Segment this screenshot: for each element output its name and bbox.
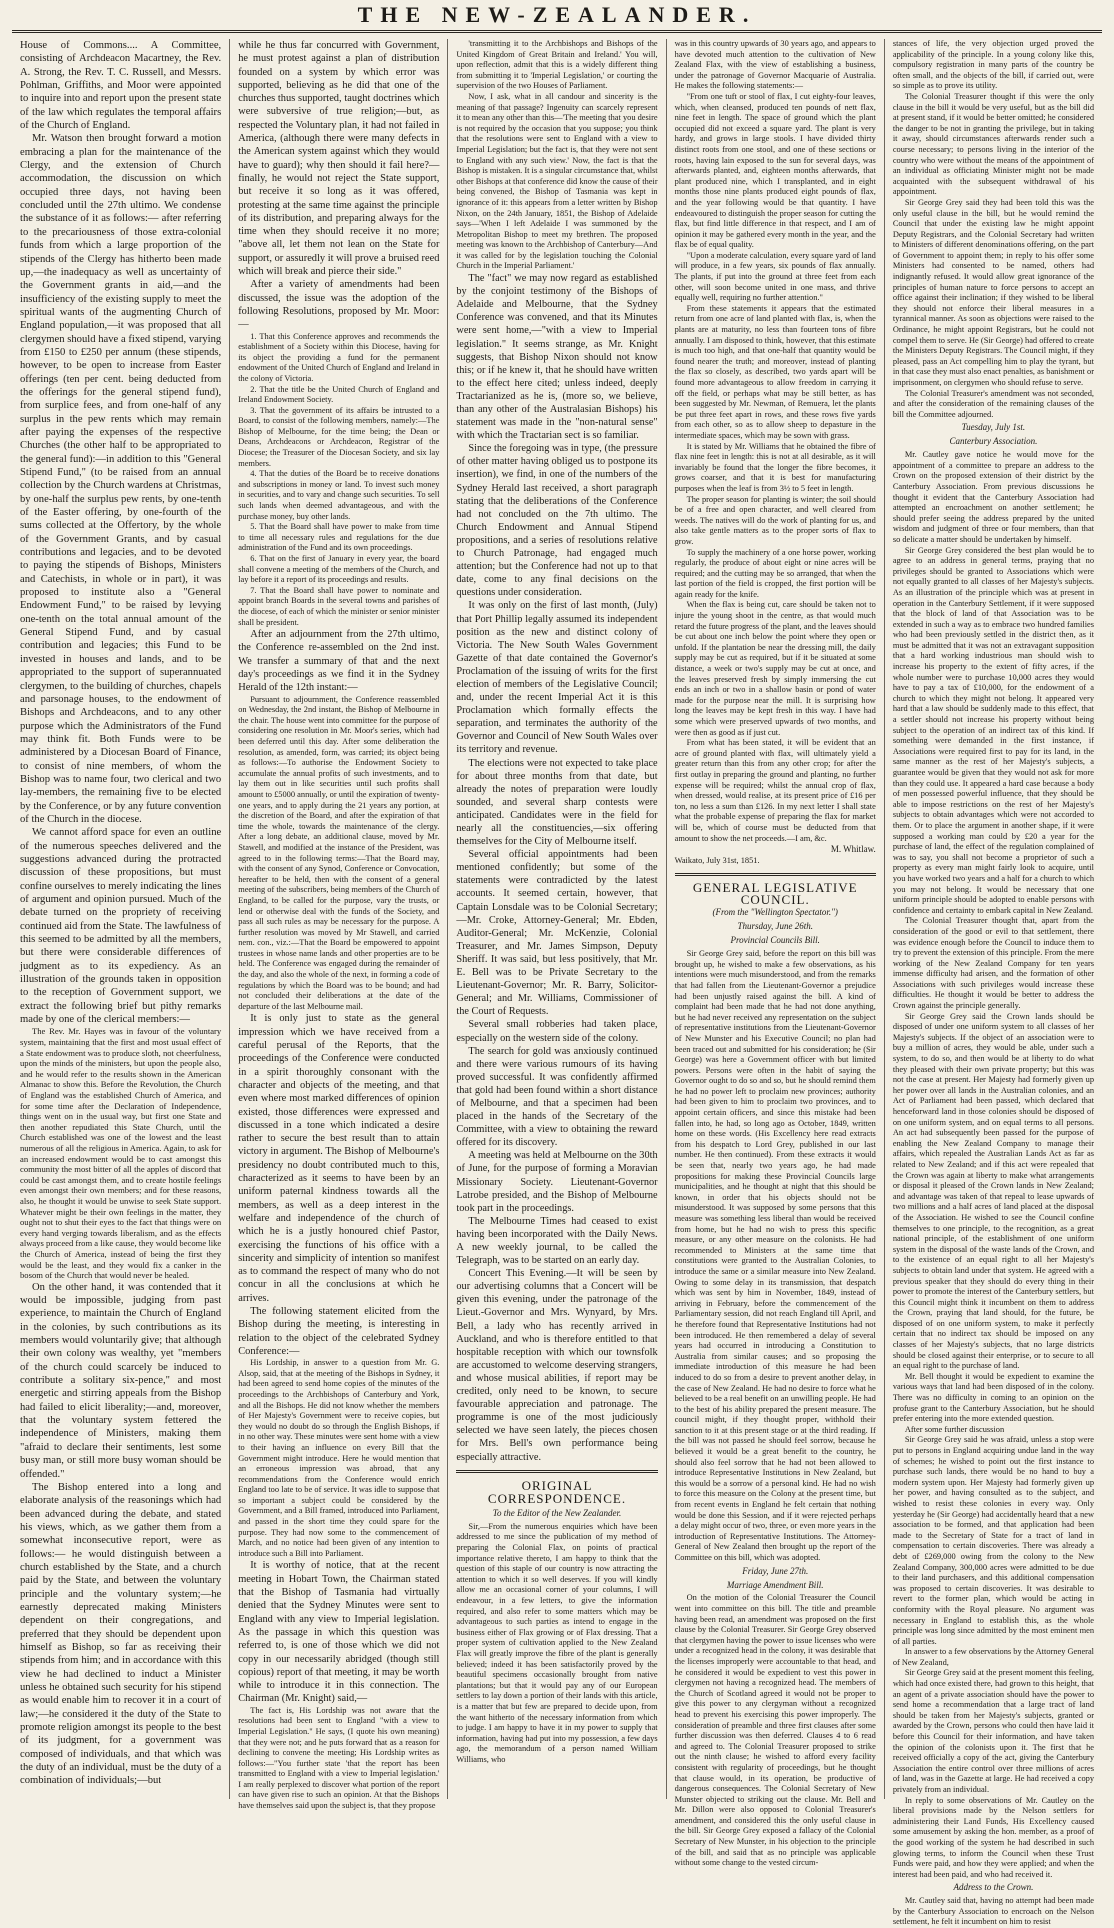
- article-paragraph: The Melbourne Times had ceased to exist having been incorporated with the Daily News. A new weekly journal, to be called the Telegraph, was to be started on an early day.: [456, 1215, 658, 1267]
- article-paragraph: while he thus far concurred with Government, he must protest against a plan of distribution founded on a system by which error was supported, believing as he did that one of the churches thus supported, taught doctrines which were subversive of true religion;—but, as respected the Voluntary plan, it had not failed in America, (although there were many defects in the American system against which they would have to guard); why then should it fail here?—finally, he would not reject the State support, but receive it so long as it was offered, protesting at the same time against the principle of its distribution, and preparing always for the time when they should receive it no more; "above all, let them not lean on the State for support, or assuredly it will prove a bruised reed which will break and pierce their side.": [238, 40, 440, 278]
- column-4: [666, 39, 884, 1868]
- masthead: [12, 0, 1102, 33]
- article-paragraph: We cannot afford space for even an outline of the numerous speeches delivered and the suggestions advanced during the protracted discussion of these propositions, but must confine ourselves to merely indicating the lines of argument and opinion pursued. Much of the debate turned on the propriety of receiving continued aid from the State. The lawfulness of this seemed to be admitted by all the members, but there were considerable differences of judgment as to its expediency. As an illustration of the grounds taken in opposition to the reception of Government support, we extract the following brief but pithy remarks made by one of the clerical members:—: [20, 827, 222, 1026]
- letter-body: Sir,—From the numerous enquiries which have been addressed to me since the publication of my method of preparing the Colonial Flax, on points of practical importance relative thereto, I am happy to think that the question of this staple of our country is now attracting the attention to which it so well deserves. If you will kindly allow me an occasional corner of your columns, I will endeavour, in a few letters, to give the information required, and also refer to some matters which may be advantageous to such parties as intend to engage in the business either of Flax growing or of Flax dressing. That a proper system of cultivation applied to the New Zealand Flax will greatly improve the fibre of the plant is generally believed; indeed it has been satisfactorily proved by the beautiful specimens occasionally brought from native plantations; but that it would pay any of our European settlers to lay down a portion of their lands with this article, is a matter that but few are prepared to decide upon, from the want hitherto of the necessary information from which to judge. I am happy to have it in my power to supply that information, having had put into my possession, a few days ago, the memorandum of a person named William Williams, who: [456, 1521, 658, 1764]
- correspondence-to: To the Editor of the New Zealander.: [492, 1507, 622, 1518]
- council-report: Sir George Grey said the Crown lands should be disposed of under one uniform system to all classes of her Majesty's subjects. If the object of an association were to buy a million of acres, they would be able, under such a system, to do so, and then would be at liberty to do what they pleased with their own private property; but this was not the case at present. Her Majesty had formerly given up her power over all lands in the Australian colonies, and an Act of Parliament had been passed, which declared that henceforward land in those colonies should be disposed of on one uniform system, and on equal terms to all persons. An act had subsequently been passed for the purpose of enabling the New Zealand Company to manage their affairs, which repealed the Australian Lands Act as far as related to New Zealand; and if this act were repealed that the Crown was again at liberty to make what arrangements or disposal it pleased of the Crown lands in New Zealand; and advantage was taken of that repeal to lease upwards of two millions and a half acres of land placed at the disposal of the Association. He wished to see the Council confine themselves to one principle, to the recognition, as a great national principle, of the establishment of one uniform system in the disposal of the waste lands of the Crown, and to the existence of an equal right to all her Majesty's subjects to obtain land under that system. He agreed with a previous speaker that they should do every thing in their power to promote the interest of the Canterbury settlers, but this Council might think it incumbent on them to address the Crown, praying that land should, for the future, be disposed of on one uniform system, to make it perfectly certain that no indirect tax should be imposed on any classes of her Majesty's subjects, that no large districts should be closed against their enterprise, or to secure to all an equal right to the purchase of land.: [892, 1011, 1095, 1371]
- article-paragraph: Mr. Watson then brought forward a motion embracing a plan for the maintenance of the Clergy, and the extension of Church accommodation, the discussion on which occupied three days, not having been concluded until the 27th ultimo. We condense the substance of it as follows:— after referring to the precariousness of those extra-colonial funds from which a large proportion of the stipends of the Clergy has hitherto been made up,—the inadequacy as well as uncertainty of the Government grants in aid,—and the insufficiency of the existing supply to meet the spiritual wants of the augmenting Church of England population,—it was proposed that all clergymen should have a fixed stipend, varying from £150 to £250 per annum (these stipends, however, to be open to increase from Easter offerings (ten per cent. being deducted from the offerings for the general stipend fund), from surplice fees, and from one-half of any surplus in the pew rents which may remain after paying the expenses of the respective Churches (the other half to be appropriated to the general fund):—in addition to this "General Stipend Fund," (to be raised from an annual collection by the Church wardens at Christmas, by one-half the surplus pew rents, by one-tenth of the Easter offering, by one-fourth of the sums collected at the Offertory, by the whole of the Government Grants, and by casual contributions and legacies, and to be devoted to paying the stipends of Bishops, Ministers and Catechists, in whole or in part), it was proposed to institute also a "General Endowment Fund," to be raised by levying one-tenth on the total annual amount of the General Stipend Fund, and by casual contribution and legacies; this Fund to be invested in houses and lands, and to be appropriated to the support of superannuated clergymen, to the building of churches, chapels and parsonage houses, to the endowment of Bishops and Archdeacons, and to any other purpose which the Administrators of the Fund may think fit. Both Funds were to be administered by a Diocesan Board of Finance, to consist of nine members, of whom the Bishop was to name four, two clerical and two lay-members, the remaining five to be elected by the Conference, or by any future convention of the Church in the diocese.: [20, 133, 222, 825]
- newspaper-title: THE NEW-ZEALANDER.: [357, 2, 757, 27]
- article-paragraph: The "fact" we may now regard as established by the conjoint testimony of the Bishops of Adelaide and Melbourne, that the Sydney Conference was convened, and that its Minutes were sent home,—"with a view to Imperial legislation." It seems strange, as Mr. Knight suggests, that Bishop Nixon should not know this; or if he knew it, that he should have written to the effect here cited; unless indeed, deeply Tractarianized as he is, (more so, we believe, than any other of the Australasian Bishops) his statement was made in the "non-natural sense" with which the Tractarian sect is so familiar.: [456, 273, 658, 442]
- resolution-item: 3. That the government of its affairs be intrusted to a Board, to consist of the following members, namely:—The Bishop of Melbourne, for the time being; the Dean or Deans, Archdeacons or Archdeacon, Registrar of the Diocese; the Treasurer of the Diocesan Society, and six lay members.: [238, 405, 440, 468]
- council-continued: The Colonial Treasurer thought if this were the only clause in the bill it would be very useful, but as the bill did at present stand, if it would be better omitted; he considered the danger to be not in granting the privilege, but in taking it away, should circumstances afterwards render such a course necessary; to persons living in the interior of the country who were without the means of the appointment of an individual as officiating Minister might not be made acquainted with the subsequent withdrawal of his appointment.: [892, 91, 1095, 197]
- article-paragraph: It was only on the first of last month, (July) that Port Phillip legally assumed its independent position as the new and distinct colony of Victoria. The New South Wales Government Gazette of that date contained the Governor's Proclamation of the issuing of writs for the first election of members of the Legislative Council; and, under the recent Imperial Act it is this Proclamation which formally effects the separation, and terminates the authority of the Governor and Council of New South Wales over its territory and revenue.: [456, 600, 658, 756]
- council-report: Sir George Grey considered the best plan would be to agree to an address in general terms, praying that no privileges should be granted to Associations which were not equally granted to all classes of her Majesty's subjects. As an illustration of the principle which was at present in operation in the Canterbury Settlement, if it were supposed that the block of land of that Association was to be extended in such a way as to embrace two hundred families who had been previously settled in the district then, as it must be admitted that it was not an extravagant supposition that a hard working industrious man should wish to increase his property to the extent of fifty acres, if the whole number were to purchase 10,000 acres they would have to pay a tax of £10,000, for the endowment of a church to which they might not belong. It appeared very hard that a law should be suddenly made to this effect, that a settler should not increase his property without being subject to the operation of an indirect tax of this kind. If something were demanded in the first instance, if Associations were required first to pay for its land, in the same manner as the rest of her Majesty's subjects, a guarantee would be given that they would not ask for more than they could use. It appeared a hard case because a body of men possessed powerful influence, that they should be able to impose restrictions on the rest of her Majesty's subjects to obtain advantages which were not accorded to them. Or to place the argument in another shape, if it were supposed a working man could by £20 a year for the purchase of land, the effect of the regulation complained of was to say, you shall not become a proprietor of such a property as every man might fairly look to acquire, until you have worked two years and a half for a church to which you may not belong. It would be necessary that one uniform principle should be adopted to enable persons with confidence and certainty to embark capital in New Zealand.: [892, 545, 1095, 915]
- article-paragraph: Concert This Evening.—It will be seen by our advertising columns that a Concert will be given this evening, under the patronage of the Lieut.-Governor and Mrs. Wynyard, by Mrs. Bell, a lady who has recently arrived in Auckland, and who is therefore entitled to that hospitable reception with which our townsfolk are accustomed to welcome deserving strangers, and whose musical abilities, if report may be credited, only need to be known, to secure favourable appreciation and patronage. The programme is one of the most judiciously selected we have seen lately, the pieces chosen for Mrs. Bell's own performance being especially attractive.: [456, 1268, 658, 1463]
- article-paragraph: Several small robberies had taken place, especially on the western side of the colony.: [456, 1019, 658, 1044]
- column-5: [884, 39, 1102, 1927]
- article-paragraph: House of Commons.... A Committee, consisting of Archdeacon Macartney, the Rev. A. Strong, the Rev. T. C. Russell, and Messrs. Pohlman, Griffiths, and Moor were appointed to inquire into and report upon the present state of the law which regulates the temporal affairs of the Church of England.: [20, 40, 222, 132]
- council-report: Sir George Grey said at the present moment this feeling, which had once existed there, had grown to this height, that an agent of a private association should have the power to send home a recommendation that a large tract of land should be taken from her Majesty's subjects, granted or awarded by the Crown, persons who could then have laid it before this Council for their information, and have taken the opinion of the colonists upon it. The first that he received officially a copy of the act, giving the Canterbury Association the entire control over three millions of acres of land, was in the Gazette at large. He had received a copy privately from an individual.: [892, 1668, 1095, 1794]
- resolution-item: 6. That on the first of January in every year, the board shall convene a meeting of the members of the Church, and lay before it a report of its proceedings and results.: [238, 554, 440, 585]
- article-paragraph: It is worthy of notice, that at the recent meeting in Hobart Town, the Chairman stated that the Bishop of Tasmania had virtually denied that the Sydney Minutes were sent to England with any view to Imperial legislation. As the passage in which this question was referred to, is one of those which we did not copy in our necessarily abridged (though still copious) report of that meeting, it may be worth while to introduce it in this connection. The Chairman (Mr. Knight) said,—: [238, 1560, 440, 1705]
- council-continued: Sir George Grey said they had been told this was the only useful clause in the bill, but he would remind the Council that under the existing law he might appoint Deputy Registrars, and the Colonial Secretary had written to Ministers of different denominations offering, on the part of Government to appoint them; in reply to his offer some Ministers had consented to be named, others had indignantly refused. It would allow great ignorance of the principles of human nature to force persons to accept an office against their inclination; if they wished to be liberal they should not enforce their liberal measures in a tyrannical manner. As soon as objections were raised to the Ordinance, he might appoint Registrars, but he could not compel them to serve. He (Sir George) had offered to create the Ministers Deputy Registrars. The Council might, if they pleased, pass an Act compelling him to play the tyrant, but in that case they must also enact penalties, as banishment or imprisonment, on clergymen who should refuse to serve.: [892, 197, 1095, 387]
- columns: [12, 39, 1102, 1927]
- resolution-item: 5. That the Board shall have power to make from time to time all necessary rules and regulations for the due administration of the Fund and its own proceedings.: [238, 522, 440, 553]
- council-source: (From the "Wellington Spectator."): [712, 907, 838, 918]
- council-report: Mr. Cautley gave notice he would move for the appointment of a committee to prepare an address to the Crown on the proposed extension of their district by the Canterbury Association. From previous discussions he thought it evident that the Canterbury Association had attempted an encroachment on another settlement; he should prefer seeing the address prepared by the united wisdom and judgment of three or four members, than that so delicate a matter should be undertaken by himself.: [892, 450, 1095, 544]
- column-2: [229, 39, 447, 1811]
- council-report: Mr. Cautley said that, having no attempt had been made by the Canterbury Association to encroach on the Nelson settlement, he felt it incumbent on him to resist: [892, 1896, 1095, 1927]
- letter-dateline: Waikato, July 31st, 1851.: [674, 856, 760, 866]
- column-3: [447, 39, 665, 1799]
- quote-continued: Now, I ask, what in all candour and sincerity is the meaning of that passage? Ingenuity can scarcely represent it to mean any other than this—'The meeting that you desire is not required by the occasion that you suppose; you think that the resolutions were sent to England with a view to Imperial Legislation; but the fact is, that they were not sent to England with any such view.' Now, the fact is that the Bishop is mistaken. It is a singular circumstance that, whilst other Bishops at that conference did know the cause of their being convened, the Bishop of Tasmania was kept in ignorance of it: this appears from a letter written by Bishop Nixon, on the 24th January, 1851, the Bishop of Adelaide says—'When I left Adelaide I was summoned by the Metropolitan Bishop to meet my brethren. The proposed meeting was known to the Archbishop of Canterbury—And it was called for by the legislation touching the Colonial Church in the Imperial Parliament.': [456, 91, 658, 271]
- letter-continued: To supply the machinery of a one horse power, working regularly, the produce of about eight or nine acres will be required; and the cutting may be so arranged, that when the last portion of the field is cropped, the first portion will be again ready for the knife.: [674, 547, 876, 599]
- article-paragraph: The following statement elicited from the Bishop during the meeting, is interesting in relation to the object of the celebrated Sydney Conference:—: [238, 1305, 440, 1357]
- article-paragraph: After a variety of amendments had been discussed, the issue was the adoption of the following Resolutions, proposed by Mr. Moor:—: [238, 279, 440, 331]
- council-bill: Provincial Councils Bill.: [730, 935, 820, 946]
- section-divider: [456, 1470, 657, 1473]
- letter-continued: "From one tuft or stool of flax, I cut eighty-four leaves, which, when cleansed, produced ten pounds of nett flax, nine feet in length. The space of ground which the plant occupied did not exceed a square yard. The plant is very hardy, and grows in large stools. I have divided thirty distinct roots from one stool, and one of these sections or roots, having lain exposed to the sun for several days, was afterwards planted, and, eighteen months afterwards, that plant produced nine, which I transplanted, and in eight months those nine plants produced eight pounds of flax, and the year following would be that quantity. I have endeavoured to distinguish the proper season for cutting the flax, but find little difference in that respect, and I am of opinion it may be gathered every month in the year, and the flax be of equal quality.: [674, 91, 876, 250]
- council-date: Friday, June 27th.: [742, 1565, 809, 1576]
- article-paragraph: A meeting was held at Melbourne on the 30th of June, for the purpose of forming a Moravian Missionary Society. Lieutenant-Governor Latrobe presided, and the Bishop of Melbourne took part in the proceedings.: [456, 1150, 658, 1214]
- article-paragraph: Several official appointments had been mentioned confidently; but some of the statements were contradicted by the latest accounts. It seemed certain, however, that Captain Lonsdale was to be Colonial Secretary;—Mr. Croke, Attorney-General; Mr. Ebden, Auditor-General; Mr. McKenzie, Colonial Treasurer, and Mr. James Simpson, Deputy Sheriff. It was said, but less positively, that Mr. E. Bell was to be Private Secretary to the Lieutenant-Governor; Mr. R. Barry, Solicitor-General; and Mr. Williams, Commissioner of the Court of Requests.: [456, 849, 658, 1018]
- letter-continued: "Upon a moderate calculation, every square yard of land will produce, in a few years, six pounds of flax annually. The plants, if put into the ground at three feet from each other, will soon become united in one mass, and thrive equally well, requiring no further attention.": [674, 250, 876, 303]
- article-paragraph: The search for gold was anxiously continued and there were various rumours of its having proved successful. It was confidently affirmed that gold had been found within a short distance of Melbourne, and that a specimen had been placed in the hands of the Secretary of the Committee, with a view to obtaining the reward offered for its discovery.: [456, 1045, 658, 1149]
- council-report: On the motion of the Colonial Treasurer the Council went into committee on this bill. The title and preamble having been read, an amendment was proposed on the first clause by the Colonial Treasurer. Sir George Grey observed that clergymen having the power to issue licenses who were under a recognized head in the colony, it was desirable that the licenses improperly were accountable to that head, and he considered it would be expedient to vest this power in clergymen not having a recognized head. The members of the Church of Scotland agreed it would not be proper to give this power to any clergyman without a recognized head to prevent his exercising this power improperly. The consideration of preamble and three first clauses after some further discussion was then deferred. Clauses 4 to 6 read and agreed to. The Colonial Treasurer proposed to strike out the ninth clause; he wished to afford every facility consistent with regularity of proceedings, but he thought that clause would, in its operation, be productive of dangerous consequences. The Colonial Secretary of New Munster objected to striking out the clause. Mr. Bell and Mr. Dillon were also opposed to Colonial Treasurer's amendment, and considered this the only useful clause in the bill. Sir George Grey exposed a fallacy of the Colonial Secretary of New Munster, in his objection to the principle of the bill, and said that as no principle was applicable without some change to the vested circum-: [674, 1593, 876, 1868]
- council-bill: Address to the Crown.: [953, 1882, 1034, 1893]
- resolution-item: 1. That this Conference approves and recommends the establishment of a Society within this Diocese, having for its object the providing a fund for the permanent endowment of the United Church of England and Ireland in the colony of Victoria.: [238, 331, 440, 383]
- letter-continued: When the flax is being cut, care should be taken not to injure the young shoot in the centre, as that would much retard the future progress of the plant, and the leaves should be cut about one inch below the point where they open or unfold. If the plantation be near the dressing mill, the daily supply may be cut as required, but if it be situated at some distance, a week or two's supply may be cut at once, and the leaves preserved fresh by simply immersing the cut ends an inch or two in a shallow basin or pond of water made for the purpose near the mill. It is surprising how long the leaves may be kept fresh in this way. I have had some which were preserved upwards of two months, and were then as good as if just cut.: [674, 600, 876, 737]
- council-date: Tuesday, July 1st.: [961, 422, 1026, 433]
- chairman-quote: The fact is, His Lordship was not aware that the resolutions had been sent to England "with a view to Imperial Legislation." He says, (I quote his own meaning) that they were not; and he puts forward that as a reason for declining to convene the meeting; His Lordship writes as follows:—"You further state 'that the report has been transmitted to England with a view to Imperial legislation.' I am really perplexed to discover what portion of the report can have given rise to such an opinion. At that the Bishops have themselves said upon the subject is, that they propose: [238, 1705, 440, 1811]
- correspondence-heading: ORIGINAL CORRESPONDENCE.: [487, 1477, 627, 1506]
- column-1: [12, 39, 229, 1799]
- section-divider: [675, 873, 876, 876]
- council-date: Thursday, June 26th.: [737, 921, 813, 932]
- council-report: In reply to some observations of Mr. Cautley on the liberal provisions made by the Nelson settlers for administering their Land Funds, His Excellency caused some amusement by asking the hon. member, as a proof of the good working of the system he had described in such glowing terms, to inform the Council when these Trust Funds were paid, and how they were applied; and when the interest had been paid, and who had received it.: [892, 1795, 1095, 1879]
- council-report: The Colonial Treasurer thought that, apart from the consideration of the good or evil to that settlement, there was evidence enough before the Council to induce them to try to prevent the extension of this principle. From the mere working of the New Zealand Company for ten years immense difficulty had arisen, and the formation of other Associations with such privileges would increase these difficulties. He thought it would be better to address the Crown against the principle generally.: [892, 916, 1095, 1011]
- letter-continued: It is stated by Mr. Williams that he obtained the fibre of flax nine feet in length: this is not at all desirable, as it will invariably be found that the longer the fibre becomes, it grows coarser, and that it is best for manufacturing purposes when the leaf is from 3½ to 5 feet in length.: [674, 441, 876, 493]
- council-bill: Canterbury Association.: [949, 436, 1038, 447]
- resolution-item: 2. That the title be the United Church of England and Ireland Endowment Society.: [238, 384, 440, 405]
- letter-continued: From what has been stated, it will be evident that an acre of ground planted with flax, will ultimately yield a greater return than this from any other crop; for after the first outlay in preparing the ground and planting, no further expense will be required; whilst the annual crop of flax, when dressed, would realise, at its present price of £16 per ton, no less a sum than £126. In my next letter I shall state what the probable expense of preparing the flax for market will be, which of course must be deducted from that amount to show the net proceeds.—I am, &c.: [674, 738, 876, 843]
- council-continued: stances of life, the very objection urged proved the applicability of the principle. In a young colony like this, compulsory registration in many parts of the country be often small, and the objects of the bill, if carried out, were so simple as to prove its utility.: [892, 39, 1095, 91]
- article-paragraph: It is only just to state as the general impression which we have received from a careful perusal of the Reports, that the proceedings of the Conference were conducted in a spirit thoroughly consonant with the character and objects of the meeting, and that even where most marked differences of opinion existed, those differences were expressed and discussed in a tone which indicated a desire rather to secure the best result than to attain victory in argument. The Bishop of Melbourne's presidency no doubt contributed much to this, characterized as it seems to have been by an uniform paternal kindness towards all the members, as well as a deep interest in the welfare and independence of the church of which he is a justly honoured chief Pastor, exercising the functions of his office with a sincerity and simplicity of intention so manifest as to command the respect of many who do not concur in all the conclusions at which he arrives.: [238, 1013, 440, 1304]
- council-report: In answer to a few observations by the Attorney General of New Zealand,: [892, 1647, 1095, 1667]
- council-report: Sir George Grey said he was afraid, unless a stop were put to persons in England acquiring undue land in the way of schemes; he wished to point out the first instance to purchase such lands, there would be no hand to buy a modern system upon. Her Majesty had formerly given up her power, and having consulted as to the subject, and wished to resist these colonies in every way. Only yesterday he (Sir George) had accidentally heard that a new association to be formed, and that application had been made to the Secretary of State for a tract of land in compensation to certain discoveries. There was already a debt of £269,000 owing from the colony to the New Zealand Company, 300,000 acres were admitted to be due to their land purchasers, and this additional compensation was proposed to certain discoveries. It was desirable to revert to the former plan, which would be acting in conformity with the Royal pleasure. No argument was necessary in England to establish this, as the whole principle was long since admitted by the most eminent men of all parties.: [892, 1435, 1095, 1646]
- council-report: After some further discussion: [904, 1424, 1005, 1434]
- council-report: Sir George Grey said, before the report on this bill was brought up, he wished to make a few observations, as his intentions were much misunderstood, and from the remarks that had fallen from the Lieutenant-Governor a prejudice had been unjustly raised against the bill. A kind of complaint had been made that he had not done anything, but he had never received any representation on the subject of representative institutions from the Lieutenant-Governor of New Munster and his Executive Council; no plan had been traced out and submitted for his consideration; he (Sir George) was here a Government officer with but limited powers. Persons were often in the habit of saying the Governor ought to do so and so, but he should remind them he had no power left to proclaim new provinces; authority had been given to him to proclaim two provinces, and to appoint certain officers, and since this mistake had been fallen into, he had, so long ago as October, 1849, written home on these words. (His Excellency here read extracts from his despatch to Lord Grey, published in our last number. He then continued). From these extracts it would be seen that, nearly two years ago, he had made propositions for making these Provincial Councils large municipalities, and he thought at night that this should be known, in order that his objects should not be misunderstood. It was supposed by some persons that this measure was something less liberal than would be received from home, but he had no wish to press this specific measure, or any other measure on the colonists. He had recommended to Ministers at the same time that constitutions were granted to the Australian Colonies, to introduce the same or a similar measure into New Zealand. Owing to some delay in its transmission, that despatch which was sent by him in November, 1849, instead of arriving in February, before the commencement of the Parliamentary session, did not reach England till April, and he therefore found that Representative Institutions had not been introduced. He then remembered a delay of several years had occurred in introducing a Constitution to Australia from similar causes; and so proposing the immediate introduction of this measure he had been induced to do so from a desire to prevent another delay, in the case of New Zealand. He had no desire to force what he believed to be a real benefit on an unwilling people. He had to the best of his ability prepared the present measure. The council might, if they thought proper, withhold their sanction to it at this present stage or at the third reading. If the bill was not passed he should feel sorrow, because he believed it would be a great benefit to the country, he should also feel sorrow that he had not been allowed to introduce Representative Institutions in New Zealand, but this would be a sorrow of a personal kind. He had no wish to force this measure on the Colony at the present time, but from recent events in England he felt certain that nothing would be done this Session, and if it were rejected perhaps a delay might occur of two, three, or even more years in the introduction of Representative Institutions. The Attorney-General of New Zealand then brought up the report of the Committee on this bill, which was adopted.: [674, 949, 876, 1562]
- article-paragraph: Since the foregoing was in type, (the pressure of other matter having obliged us to postpone its insertion), we find, in one of the numbers of the Sydney Herald last received, a short paragraph stating that the deliberations of the Conference had not concluded on the 7th ultimo. The Church Endowment and Annual Stipend propositions, and a series of resolutions relative to Church Patronage, had engaged much attention; but the Conference had not up to that date, come to any final decisions on the questions under consideration.: [456, 443, 658, 599]
- resolutions-list: [238, 332, 439, 629]
- council-continued: The Colonial Treasurer's amendment was not seconded, and after the consideration of the remaining clauses of the bill the Committee adjourned.: [892, 388, 1095, 419]
- article-paragraph: After an adjournment from the 27th ultimo, the Conference re-assembled on the 2nd inst. We transfer a summary of that and the next day's proceedings as we find it in the Sydney Herald of the 12th instant:—: [238, 629, 440, 694]
- council-heading: GENERAL LEGISLATIVE COUNCIL.: [692, 879, 858, 907]
- article-paragraph: The elections were not expected to take place for about three months from that date, but already the notes of preparation were loudly sounded, and several sharp contests were anticipated. Candidates were in the field for nearly all the constituencies,—six offering themselves for the City of Melbourne itself.: [456, 757, 658, 848]
- letter-continued: From these statements it appears that the estimated return from one acre of land planted with flax, is, when the plants are at maturity, no less than fourteen tons of fibre annually. I am disposed to think, however, that this estimate is much too high, and that one-half that quantity would be found nearer the truth; and moreover, instead of planting the flax so closely, as described, two yards apart will be found more advantageous to allow freedom in carrying it off the field, or perhaps what may be still better, as has been suggested by Mr. Newman, of Remuera, let the plants be put three feet apart in rows, and these rows five yards from each other, so as to allow sheep to depasture in the intermediate spaces, which may be sown with grass.: [674, 303, 876, 440]
- letter-continued: The proper season for planting is winter; the soil should be of a free and open character, and well cleared from weeds. The natives will do the work of planting for us, and also take gentle matters as to the proper sorts of flax to grow.: [674, 494, 876, 546]
- council-report: Mr. Bell thought it would be expedient to examine the various ways that land had been disposed of in the colony. There was no difficulty in coming to an opinion on the profuse grant to the Canterbury Association, but he should prefer entering into the more extended question.: [892, 1371, 1095, 1424]
- resolution-item: 4. That the duties of the Board be to receive donations and subscriptions in money or land. To invest such money in securities, and to vary and change such securities. To sell such lands when deemed advantageous, and with the purchase money, buy other lands.: [238, 469, 440, 521]
- quoted-remarks: The Rev. Mr. Hayes was in favour of the voluntary system, maintaining that the first and most usual effect of a State endowment was to produce sloth, not cheerfulness, upon the minds of the ministers, but upon the people also, and he would refer to the results shown in the American Almanac to show this. Before the Revolution, the Church of England was the established Church of America, and for some time after the Declaration of Independence, things went on in the usual way, but first one State and then another repudiated this State Church, until the Church established was one of the lowest and the least numerous of all the religious in America. Again, to ask for an increased endowment would be to cast amongst this community the most bitter of all the apples of discord that could be cast amongst them, and to create hostile feelings even amongst their own members; and for these reasons, also, he thought it would be unwise to seek State support. Whatever might be their own feelings in the matter, they ought not to shut their eyes to the fact that things were on every hand verging towards liberalism, and as the effects always proceed from a like cause, they would become like the Church of America, instead of being the first they would be the least, and they would fix a canker in the bosom of the Church that would never be healed.: [20, 1026, 222, 1281]
- bishop-quote: His Lordship, in answer to a question from Mr. G. Alsop, said, that at the meeting of the Bishops in Sydney, it had been agreed to send home copies of the minutes of the proceedings to the Archbishops of Canterbury and York, and all the Bishops. He did not know whether the members of Her Majesty's Government were to receive copies, but they would no doubt do so through the English Bishops, if in no other way. These minutes were sent home with a view to their having an influence on every Bill that the Government might introduce. Here he would mention that an erroneous impression was abroad, that any recommendations from the Conference would enrich England too late to be of service. It was idle to suppose that so important a subject could be considered by the Government, and a Bill framed, introduced into Parliament, and passed in the short time they could spare for the purpose. They had now some to the commencement of March, and no notice had been given of any intention to introduce such a Bill into Parliament.: [238, 1358, 440, 1558]
- article-paragraph: The Bishop entered into a long and elaborate analysis of the reasonings which had been advanced during the debate, and stated his views, which, as we gather them from a somewhat inconsecutive report, were as follows:— he would distinguish between a church established by the State, and a church paid by the State, and between the voluntary principle and the voluntary system;—he earnestly deprecated making Ministers dependent on their congregations, and preferred that they should be dependent upon himself as Bishop, so far as receiving their stipends from him; and in accordance with this view he had declined to induct a Minister unless he obtained such security for his stipend as would enable him to recover it in a court of law;—he considered it the duty of the State to promote religion amongst its people to the best of its judgment, for a government was composed of individuals, and that which was the duty of an individual, must be the duty of a combination of individuals;—but: [20, 1481, 222, 1787]
- quote-continued: 'transmitting it to the Archbishops and Bishops of the United Kingdom of Great Britain and Ireland.' You will, upon reflection, admit that this is a widely different thing from submitting it to 'Imperial Legislation,' or courting the supervision of the two Houses of Parliament.: [456, 39, 658, 91]
- resolution-item: 7. That the Board shall have power to nominate and appoint branch Boards in the several towns and parishes of the diocese, of each of which the minister or senior minister shall be president.: [238, 585, 440, 627]
- herald-summary: Pursuant to adjournment, the Conference reassembled on Wednesday, the 2nd instant, the Bishop of Melbourne in the chair. The house went into committee for the purpose of considering one resolution in Mr. Moor's series, which had been deferred until this day. After some deliberation the resolution, as amended, form, was carried; its object being as follows:—To authorise the Endowment Society to accumulate the annual profits of such investments, and to lay them out in like securities until such profits shall amount to £5000 annually, or until the expiration of twenty-one years, and to apply during the 21 years any portion, at the discretion of the Board, and after the expiration of that time the whole, towards the maintenance of the clergy. After a long debate, an additional clause, moved by Mr. Stawell, and modified at the instance of the President, was agreed to in the following terms:—That the Board may, with the consent of any Synod, Conference or Convocation, hereafter to be held, then with the consent of a general meeting of the subscribers, being members of the Church of England, to be called for the purpose, vary the trusts, or lend or otherwise deal with the funds of the Society, and pass all such rules as may be necessary for the purpose. A further resolution was moved by Mr Stawell, and carried nem. con., viz.:—That the Board be empowered to appoint trustees in whose name lands and other properties are to be held. The Conference was engaged during the remainder of the day, and also the whole of the next, in forming a code of regulations by which the Board was to be bound; and had not concluded their deliberations at the date of the departure of the last Melbourne mail.: [238, 694, 440, 1011]
- council-bill: Marriage Amendment Bill.: [726, 1579, 824, 1590]
- article-paragraph: On the other hand, it was contended that it would be impossible, judging from past experience, to maintain the Church of England in the colonies, by such contributions as its members would voluntarily give; that although their own colony was wealthy, yet "members of the church could scarcely be induced to contribute a solitary six-pence," and most energetic and stirring appeals from the Bishop had failed to elicit liberality;—and, moreover, that the voluntary system fettered the independence of Ministers, making them "afraid to declare their sentiments, lest some busy man, or still more busy woman should be offended.": [20, 1281, 222, 1480]
- letter-continued: was in this country upwards of 30 years ago, and appears to have devoted much attention to the cultivation of New Zealand Flax, with the view of establishing a business, under the patronage of Governor Macquarie of Australia. He makes the following statements:—: [674, 39, 876, 91]
- letter-signature: M. Whitlaw.: [830, 844, 876, 855]
